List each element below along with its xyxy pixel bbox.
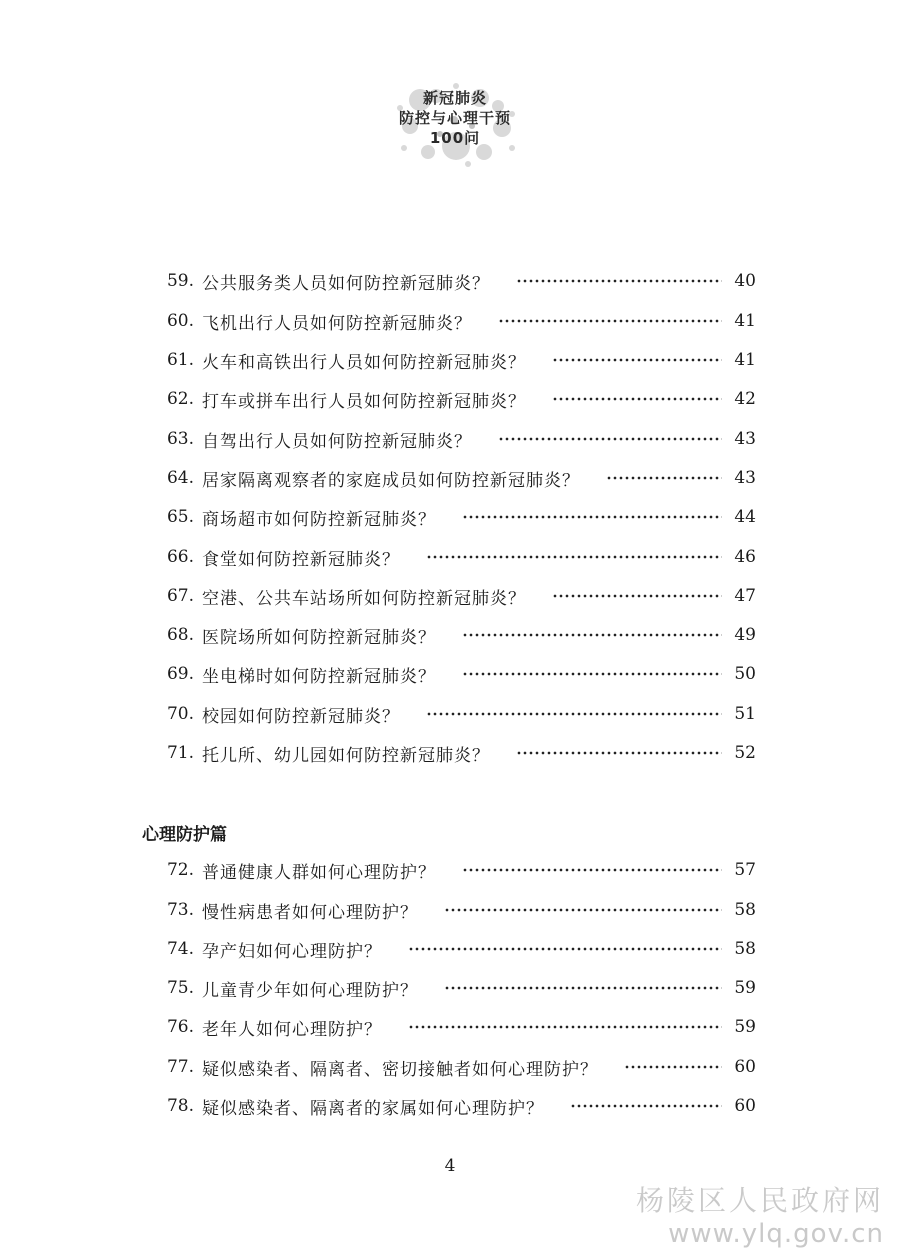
dot-leader — [624, 1065, 722, 1069]
toc-entry[interactable] — [158, 268, 756, 294]
toc-entry[interactable] — [158, 426, 756, 452]
dot-leader — [498, 437, 722, 441]
toc-entry[interactable] — [158, 465, 756, 491]
toc-entry-number: 68. — [166, 625, 194, 645]
toc-entry-title: 老年人如何心理防护？ — [202, 1019, 382, 1040]
toc-entry[interactable] — [158, 740, 756, 766]
toc-entry[interactable] — [158, 622, 756, 648]
toc-entry[interactable] — [158, 936, 756, 962]
toc-entry-page: 46 — [734, 547, 756, 567]
toc-entry-page: 58 — [734, 900, 756, 920]
dot-leader — [462, 633, 722, 637]
toc-entry-number: 66. — [166, 547, 194, 567]
toc-entry-number: 73. — [166, 900, 194, 920]
toc-entry-number: 76. — [166, 1017, 194, 1037]
toc-entry-page: 51 — [734, 704, 756, 724]
toc-entry-page: 52 — [734, 743, 756, 763]
toc-entry-number: 60. — [166, 311, 194, 331]
toc-entry-page: 44 — [734, 507, 756, 527]
dot-leader — [570, 1104, 722, 1108]
toc-entry[interactable] — [158, 504, 756, 530]
dot-leader — [552, 397, 722, 401]
dot-leader — [516, 279, 722, 283]
toc-entry-number: 69. — [166, 664, 194, 684]
toc-entry-page: 41 — [734, 311, 756, 331]
dot-leader — [498, 319, 722, 323]
toc-entry[interactable] — [158, 701, 756, 727]
toc-entry-page: 59 — [734, 1017, 756, 1037]
header-title-line-2: 防控与心理干预 — [398, 109, 511, 127]
toc-entry[interactable] — [158, 544, 756, 570]
toc-entry-page: 41 — [734, 350, 756, 370]
toc-entry[interactable] — [158, 347, 756, 373]
dot-leader — [516, 751, 722, 755]
dot-leader — [462, 868, 722, 872]
dot-leader — [426, 712, 722, 716]
page-number: 4 — [444, 1156, 456, 1176]
toc-entry-number: 62. — [166, 389, 194, 409]
book-header — [380, 78, 530, 170]
toc-entry-page: 59 — [734, 978, 756, 998]
watermark-site-name: 杨陵区人民政府网 — [635, 1184, 884, 1217]
watermark-url: www.ylq.gov.cn — [668, 1219, 884, 1249]
toc-entry-page: 60 — [734, 1057, 756, 1077]
dot-leader — [552, 358, 722, 362]
toc-entry-title: 校园如何防控新冠肺炎？ — [202, 706, 400, 727]
toc-entry[interactable] — [158, 308, 756, 334]
dot-leader — [552, 594, 722, 598]
toc-entry-title: 疑似感染者、隔离者、密切接触者如何心理防护？ — [202, 1059, 598, 1080]
toc-entry-page: 57 — [734, 860, 756, 880]
toc-entry-number: 78. — [166, 1096, 194, 1116]
toc-entry-page: 60 — [734, 1096, 756, 1116]
toc-entry-number: 77. — [166, 1057, 194, 1077]
toc-entry-title: 托儿所、幼儿园如何防控新冠肺炎？ — [202, 745, 490, 766]
toc-entry-page: 40 — [734, 271, 756, 291]
dot-leader — [408, 947, 722, 951]
toc-entry-title: 公共服务类人员如何防控新冠肺炎？ — [202, 273, 490, 294]
toc-entry-page: 47 — [734, 586, 756, 606]
toc-entry-number: 61. — [166, 350, 194, 370]
toc-entry-title: 打车或拼车出行人员如何防控新冠肺炎？ — [202, 391, 526, 412]
toc-entry-title: 坐电梯时如何防控新冠肺炎？ — [202, 666, 436, 687]
toc-entry[interactable] — [158, 1054, 756, 1080]
toc-entry-page: 43 — [734, 429, 756, 449]
toc-entry[interactable] — [158, 857, 756, 883]
header-title-line-3: 100问 — [429, 129, 481, 147]
toc-entry-number: 64. — [166, 468, 194, 488]
toc-entry[interactable] — [158, 975, 756, 1001]
toc-entry-title: 居家隔离观察者的家庭成员如何防控新冠肺炎？ — [202, 470, 580, 491]
toc-entry-title: 孕产妇如何心理防护？ — [202, 941, 382, 962]
toc-entry[interactable] — [158, 583, 756, 609]
toc-entry-title: 商场超市如何防控新冠肺炎？ — [202, 509, 436, 530]
toc-entry-number: 70. — [166, 704, 194, 724]
dot-leader — [426, 555, 722, 559]
toc-entry-number: 71. — [166, 743, 194, 763]
dot-leader — [408, 1025, 722, 1029]
toc-entry-page: 43 — [734, 468, 756, 488]
dot-leader — [444, 908, 722, 912]
toc-entry-title: 疑似感染者、隔离者的家属如何心理防护？ — [202, 1098, 544, 1119]
toc-entry[interactable] — [158, 661, 756, 687]
section-heading: 心理防护篇 — [142, 825, 227, 845]
site-watermark — [636, 1184, 884, 1250]
toc-entry-page: 50 — [734, 664, 756, 684]
toc-entry-page: 49 — [734, 625, 756, 645]
header-title-line-1: 新冠肺炎 — [422, 89, 487, 107]
dot-leader — [444, 986, 722, 990]
toc-entry-number: 63. — [166, 429, 194, 449]
toc-entry-number: 65. — [166, 507, 194, 527]
toc-entry-number: 59. — [166, 271, 194, 291]
dot-leader — [606, 476, 722, 480]
toc-entry[interactable] — [158, 1014, 756, 1040]
toc-entry[interactable] — [158, 1093, 756, 1119]
toc-entry[interactable] — [158, 897, 756, 923]
toc-entry-title: 空港、公共车站场所如何防控新冠肺炎？ — [202, 588, 526, 609]
toc-entry-title: 自驾出行人员如何防控新冠肺炎？ — [202, 431, 472, 452]
toc-entry-number: 74. — [166, 939, 194, 959]
toc-entry-page: 58 — [734, 939, 756, 959]
toc-entry-number: 67. — [166, 586, 194, 606]
dot-leader — [462, 672, 722, 676]
toc-entry-title: 火车和高铁出行人员如何防控新冠肺炎？ — [202, 352, 526, 373]
toc-entry-title: 慢性病患者如何心理防护？ — [202, 902, 418, 923]
toc-entry-page: 42 — [734, 389, 756, 409]
toc-entry-number: 72. — [166, 860, 194, 880]
toc-entry-title: 食堂如何防控新冠肺炎？ — [202, 549, 400, 570]
toc-entry[interactable] — [158, 386, 756, 412]
toc-entry-title: 飞机出行人员如何防控新冠肺炎？ — [202, 313, 472, 334]
toc-entry-number: 75. — [166, 978, 194, 998]
dot-leader — [462, 515, 722, 519]
toc-entry-title: 普通健康人群如何心理防护？ — [202, 862, 436, 883]
toc-entry-title: 儿童青少年如何心理防护？ — [202, 980, 418, 1001]
toc-entry-title: 医院场所如何防控新冠肺炎？ — [202, 627, 436, 648]
